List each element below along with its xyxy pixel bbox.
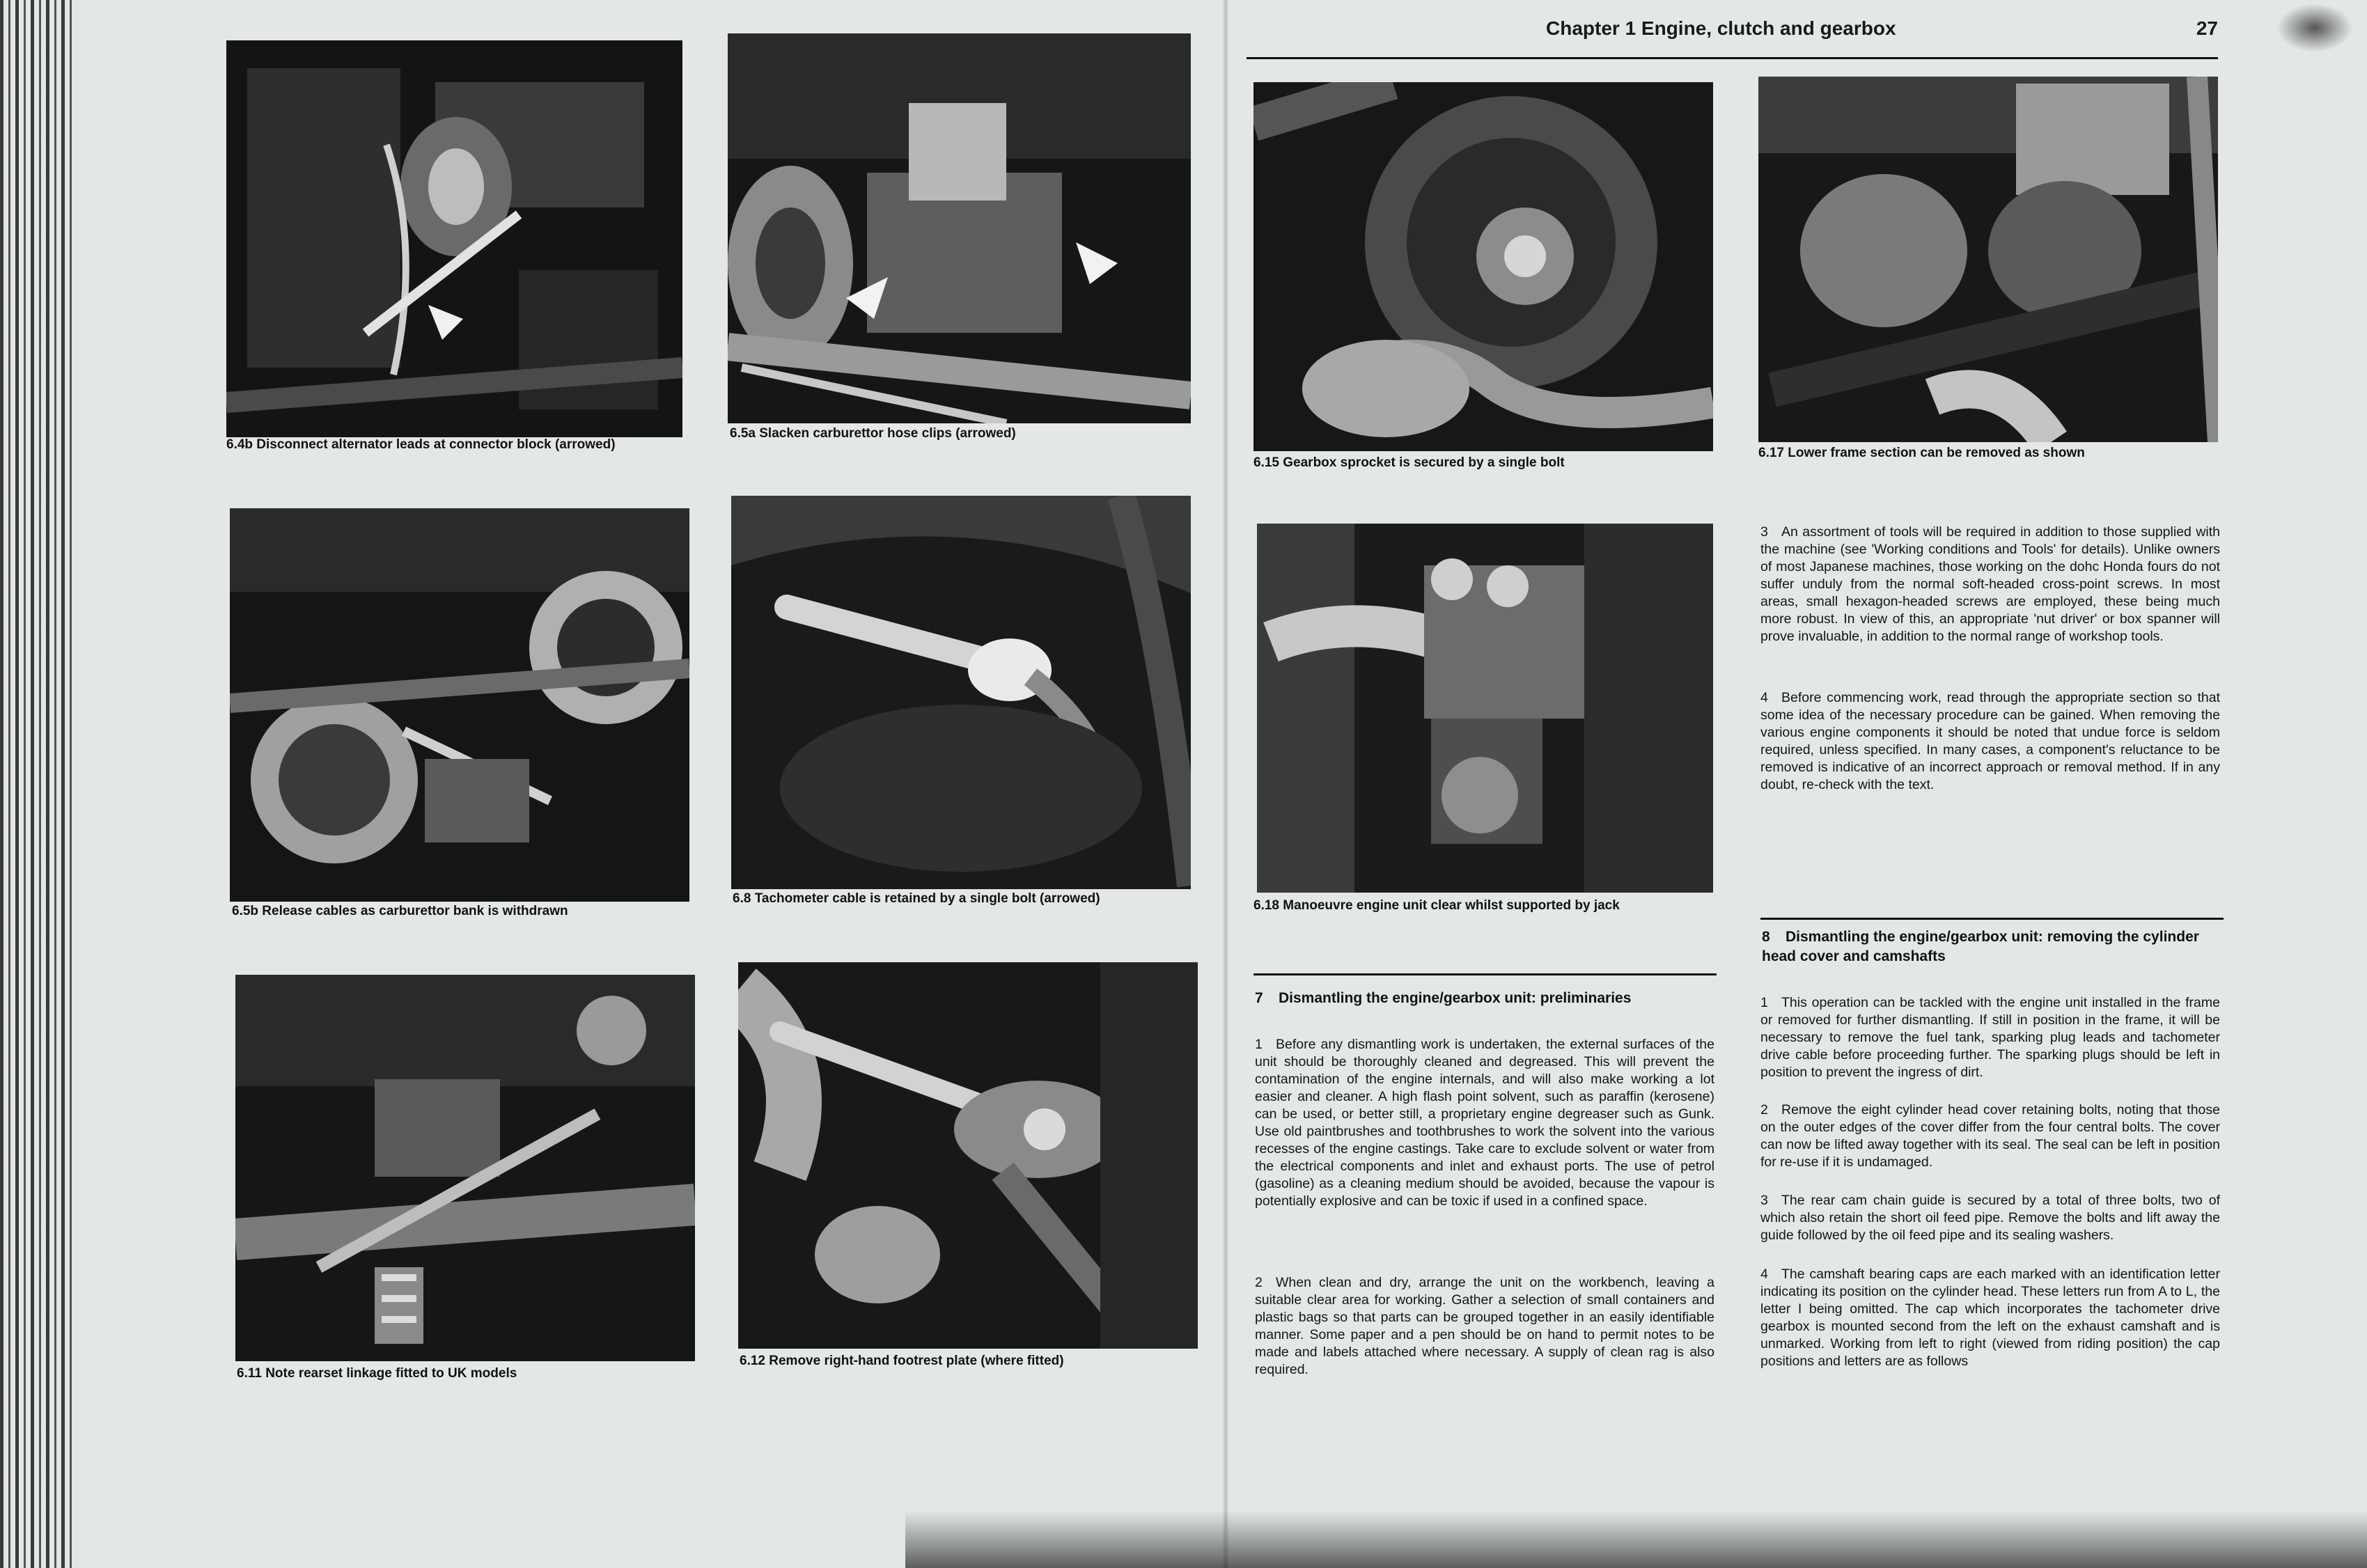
paragraph-text: The camshaft bearing caps are each marked with an identification letter indicating its position on the cylinder head. These letters run from A to L, the letter I being omitted. The cap which incorporates the tachometer drive gearbox is mounted second from the left on the exhaust camshaft and is unmarked. Working from left to right (viewed from riding position) the cap positions and letters are as follows: [1760, 1267, 2220, 1369]
photo-6-12: [738, 962, 1198, 1349]
paragraph-number: 3: [1760, 1193, 1768, 1208]
section-title: Dismantling the engine/gearbox unit: removing the cylinder head cover and camshafts: [1762, 929, 2199, 964]
book-binding-edge: [0, 0, 73, 1568]
caption-6-12: 6.12 Remove right-hand footrest plate (where fitted): [740, 1354, 1064, 1368]
paragraph-number: 2: [1760, 1102, 1768, 1118]
page-number: 27: [2196, 17, 2218, 39]
scan-shadow: [905, 1511, 2367, 1568]
chapter-title: Chapter 1 Engine, clutch and gearbox: [1546, 17, 1896, 39]
photo-6-17: [1758, 77, 2218, 442]
section-7-rule: [1253, 973, 1717, 975]
caption-6-15: 6.15 Gearbox sprocket is secured by a single bolt: [1253, 455, 1565, 470]
caption-6-5b: 6.5b Release cables as carburettor bank is withdrawn: [232, 904, 568, 918]
caption-6-17: 6.17 Lower frame section can be removed as shown: [1758, 446, 2085, 460]
photo-6-8: [731, 496, 1191, 889]
caption-6-4b: 6.4b Disconnect alternator leads at connector block (arrowed): [226, 437, 616, 452]
paragraph-text: An assortment of tools will be required in addition to those supplied with the machine (see 'Working conditions and Tools' for details). Unlike owners of most Japanese machines, those working on the dohc Honda fours do not suffer unduly from the normal soft-headed cross-point screws. In most areas, small hexagon-headed screws are employed, these being much more robust. In view of this, an appropriate 'nut driver' or box spanner will prove invaluable, in addition to the normal range of workshop tools.: [1760, 524, 2220, 644]
paragraph-text: Before commencing work, read through the appropriate section so that some idea of the necessary procedure can be gained. When removing the various engine components it should be noted that undue force is seldom required, unless specified. In many cases, a component's reluctance to be removed is indicative of an incorrect approach or removal method. If in any doubt, re-check with the text.: [1760, 690, 2220, 792]
section-title: Dismantling the engine/gearbox unit: preliminaries: [1279, 990, 1632, 1006]
section-8-heading: [1762, 927, 2221, 966]
section-8-paragraph-4: [1760, 1266, 2220, 1370]
paragraph-number: 2: [1255, 1275, 1263, 1290]
paragraph-text: The rear cam chain guide is secured by a total of three bolts, two of which also retain the short oil feed pipe. Remove the bolts and lift away the guide followed by the oil feed pipe and its sealing washers.: [1760, 1193, 2220, 1243]
section-number: 8: [1762, 929, 1770, 945]
photo-6-15: [1253, 82, 1713, 451]
photo-6-5a: [728, 33, 1191, 423]
section-7-paragraph-2: [1255, 1274, 1714, 1379]
paragraph-number: 1: [1760, 995, 1768, 1010]
section-8-paragraph-2: [1760, 1101, 2220, 1171]
photo-6-11: [235, 975, 695, 1361]
paragraph-text: Before any dismantling work is undertaken, the external surfaces of the unit should be thoroughly cleaned and degreased. This will prevent the contamination of the engine internals, and will also make working a lot easier and cleaner. A high flash point solvent, such as paraffin (kerosene) can be used, or better still, a proprietary engine degreaser such as Gunk. Use old paintbrushes and toothbrushes to work the solvent into the various recesses of the engine castings. Take care to exclude solvent or water from the electrical components and inlet and exhaust ports. The use of petrol (gasoline) as a cleaning medium should be avoided, because the vapour is potentially explosive and can be toxic if used in a confined space.: [1255, 1037, 1714, 1209]
section-8-rule: [1760, 918, 2224, 920]
paragraph-text: When clean and dry, arrange the unit on the workbench, leaving a suitable clear area for working. Gather a selection of small containers and plastic bags so that parts can be grouped together in an easily identifiable manner. Some paper and a pen should be on hand to permit notes to be made and labels attached where necessary. A supply of clean rag is also required.: [1255, 1275, 1714, 1377]
paragraph-number: 4: [1760, 690, 1768, 705]
paragraph-number: 4: [1760, 1267, 1768, 1282]
section-8-paragraph-1: [1760, 994, 2220, 1081]
paragraph-text: This operation can be tackled with the engine unit installed in the frame or removed for further dismantling. If still in position in the frame, it will be necessary to remove the fuel tank, sparking plug leads and tachometer drive cable before proceeding further. The sparking plugs should be left in position to prevent the ingress of dirt.: [1760, 995, 2220, 1080]
section-7-heading: [1255, 989, 1714, 1008]
paragraph-text: Remove the eight cylinder head cover retaining bolts, noting that those on the outer edges of the cover differ from the four central bolts. The cover can now be lifted away together with its seal. The seal can be left in position for re-use if it is undamaged.: [1760, 1102, 2220, 1170]
running-header: [1247, 15, 2218, 59]
caption-6-8: 6.8 Tachometer cable is retained by a single bolt (arrowed): [733, 891, 1100, 906]
section-7-paragraph-1: [1255, 1036, 1714, 1210]
photo-6-5b: [230, 508, 689, 902]
photo-6-4b: [226, 40, 682, 437]
caption-6-11: 6.11 Note rearset linkage fitted to UK models: [237, 1366, 517, 1381]
paragraph-6-3: [1760, 524, 2220, 645]
scan-corner-mark: [2276, 3, 2353, 52]
paragraph-6-4: [1760, 689, 2220, 794]
caption-6-5a: 6.5a Slacken carburettor hose clips (arrowed): [730, 426, 1016, 441]
section-number: 7: [1255, 990, 1263, 1006]
paragraph-number: 3: [1760, 524, 1768, 540]
section-8-paragraph-3: [1760, 1192, 2220, 1244]
photo-6-18: [1257, 524, 1713, 893]
page-gutter: [1222, 0, 1229, 1568]
caption-6-18: 6.18 Manoeuvre engine unit clear whilst supported by jack: [1253, 898, 1620, 913]
paragraph-number: 1: [1255, 1037, 1263, 1052]
